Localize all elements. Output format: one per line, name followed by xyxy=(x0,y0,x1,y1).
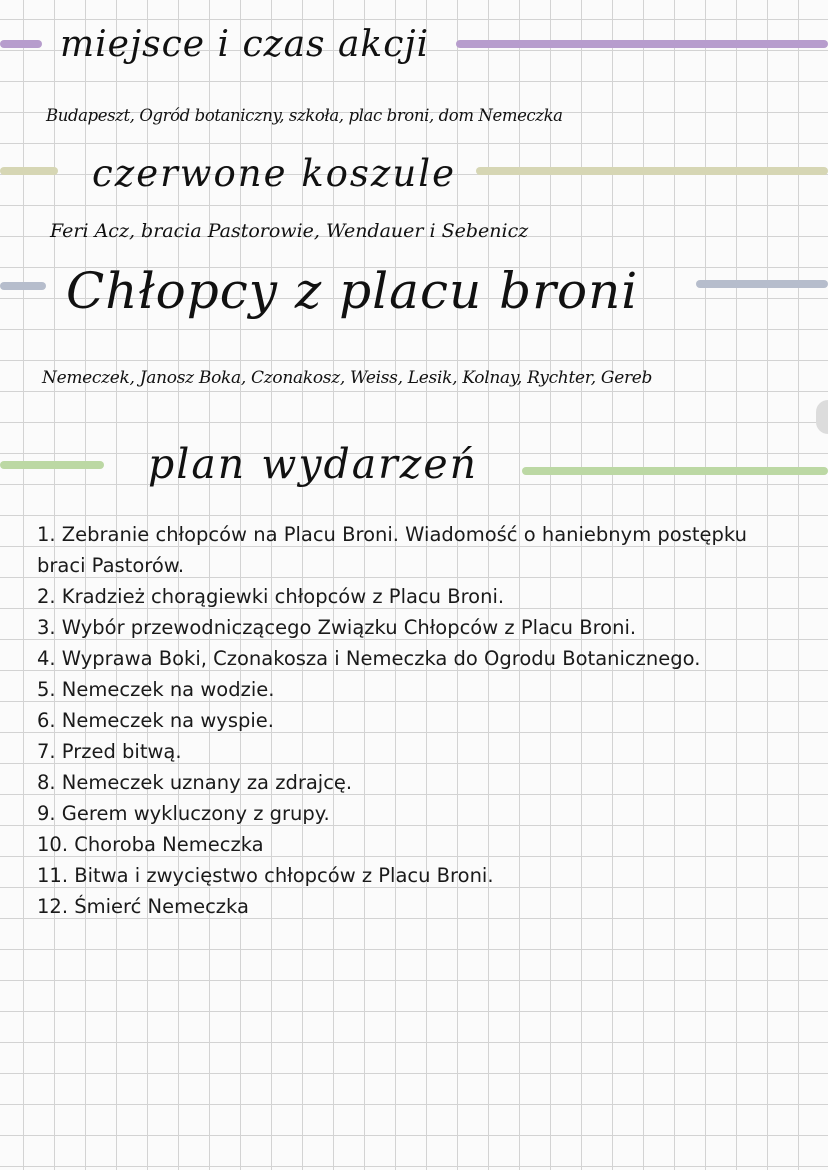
paul-street-boys-text: Nemeczek, Janosz Boka, Czonakosz, Weiss, Lesik, Kolnay, Rychter, Gereb xyxy=(42,368,653,388)
plan-item: 11. Bitwa i zwycięstwo chłopców z Placu Broni. xyxy=(37,864,494,887)
plan-item: 2. Kradzież chorągiewki chłopców z Placu Broni. xyxy=(37,585,505,608)
plan-item: 1. Zebranie chłopców na Placu Broni. Wiadomość o haniebnym postępku braci Pastorów. xyxy=(37,523,747,577)
plan-item: 5. Nemeczek na wodzie. xyxy=(37,678,275,701)
divider-olive-left xyxy=(0,167,58,175)
divider-purple-left xyxy=(0,40,42,48)
plan-item: 8. Nemeczek uznany za zdrajcę. xyxy=(37,771,353,794)
plan-item: 10. Choroba Nemeczka xyxy=(37,833,264,856)
heading-plan: plan wydarzeń xyxy=(148,440,479,488)
plan-item: 3. Wybór przewodniczącego Związku Chłopców z Placu Broni. xyxy=(37,616,637,639)
red-shirts-text: Feri Acz, bracia Pastorowie, Wendauer i Sebenicz xyxy=(50,220,529,242)
divider-grey-left xyxy=(0,282,46,290)
plan-list xyxy=(37,519,797,922)
page-edge-tab xyxy=(816,400,828,434)
divider-green-left xyxy=(0,461,104,469)
setting-text: Budapeszt, Ogród botaniczny, szkoła, plac broni, dom Nemeczka xyxy=(46,106,563,125)
divider-olive-right xyxy=(476,167,828,175)
divider-purple-right xyxy=(456,40,828,48)
plan-item: 4. Wyprawa Boki, Czonakosza i Nemeczka do Ogrodu Botanicznego. xyxy=(37,647,701,670)
plan-item: 12. Śmierć Nemeczka xyxy=(37,895,249,918)
divider-green-right xyxy=(522,467,828,475)
heading-paul-street-boys: Chłopcy z placu broni xyxy=(66,262,639,320)
heading-red-shirts: czerwone koszule xyxy=(92,152,456,195)
plan-item: 7. Przed bitwą. xyxy=(37,740,182,763)
heading-setting: miejsce i czas akcji xyxy=(60,24,430,65)
plan-item: 9. Gerem wykluczony z grupy. xyxy=(37,802,330,825)
plan-item: 6. Nemeczek na wyspie. xyxy=(37,709,274,732)
divider-grey-right xyxy=(696,280,828,288)
